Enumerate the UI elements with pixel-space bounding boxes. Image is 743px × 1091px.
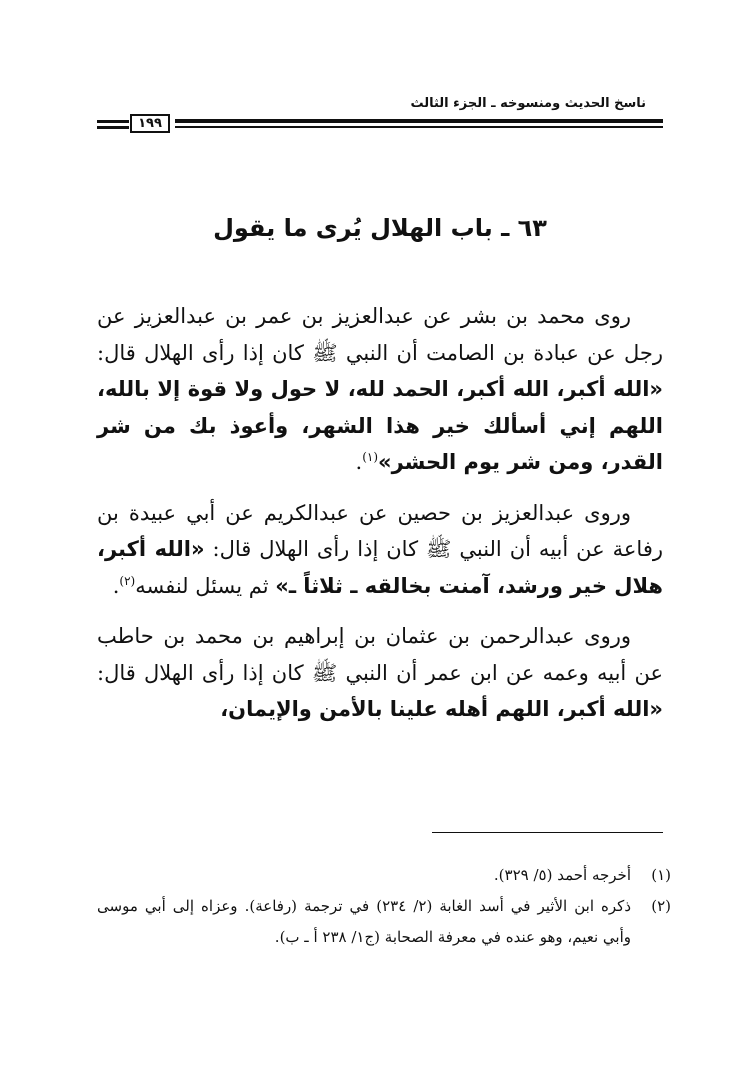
footnote-text: أخرجه أحمد (٥/ ٣٢٩). (493, 866, 631, 884)
page-number: ١٩٩ (130, 114, 170, 133)
paragraph-end: . (355, 450, 363, 474)
paragraph-end: . (112, 573, 120, 598)
paragraph-intro: روى محمد بن بشر عن عبدالعزيز بن عمر بن عبدالعزيز عن رجل عن عبادة بن الصامت أن النبي ﷺ كان إذا رأى الهلال قال: (97, 304, 663, 365)
footnote-ref-2[interactable]: (٢) (119, 573, 136, 588)
paragraph-intro: وروى عبدالرحمن بن عثمان بن إبراهيم بن محمد بن حاطب عن أبيه وعمه عن ابن عمر أن النبي ﷺ كان إذا رأى الهلال قال: (97, 624, 663, 685)
footnote-ref-1[interactable]: (١) (362, 450, 379, 464)
running-title: ناسخ الحديث ومنسوخه ـ الجزء الثالث (410, 96, 646, 111)
footnote-text: ذكره ابن الأثير في أسد الغابة (٢/ ٢٣٤) في ترجمة (رفاعة). وعزاه إلى أبي موسى وأبي نعيم، وهو عنده في معرفة الصحابة (ج١/ ٢٣٨ أ ـ ب). (97, 897, 631, 946)
paragraph-2 (97, 495, 663, 605)
paragraph-3 (97, 618, 663, 728)
paragraph-intro: وروى عبدالعزيز بن حصين عن عبدالكريم عن أبي عبيدة بن رفاعة عن أبيه أن النبي ﷺ كان إذا رأى الهلال قال: (97, 500, 664, 561)
footnote-2 (97, 891, 671, 953)
header-rule-right-thin (175, 126, 663, 128)
header-rule-left-bottom (97, 126, 129, 129)
header-rule-right-thick (175, 119, 663, 123)
paragraph-1 (97, 298, 663, 481)
footnote-number: (١) (651, 866, 671, 884)
hadith-quote: «الله أكبر، هلال خير ورشد، آمنت بخالقه ـ ثلاثاً ـ» (97, 537, 663, 598)
hadith-quote: «الله أكبر، الله أكبر، الحمد لله، لا حول ولا قوة إلا بالله، اللهم إني أسألك خير هذا الشهر، وأعوذ بك من شر القدر، ومن شر يوم الحشر» (97, 377, 663, 474)
hadith-quote: «الله أكبر، اللهم أهله علينا بالأمن والإيمان، (220, 697, 663, 721)
paragraph-after-quote: ثم يسئل لنفسه (135, 573, 276, 598)
footnote-separator (432, 832, 663, 833)
footnote-number: (٢) (651, 897, 671, 915)
footnotes (97, 860, 671, 953)
footnote-1 (97, 860, 671, 891)
main-text (97, 298, 663, 742)
header-rule-left-top (97, 120, 129, 123)
chapter-heading: ٦٣ ـ باب الهلال يُرى ما يقول (213, 214, 547, 242)
header-rule (97, 117, 663, 133)
